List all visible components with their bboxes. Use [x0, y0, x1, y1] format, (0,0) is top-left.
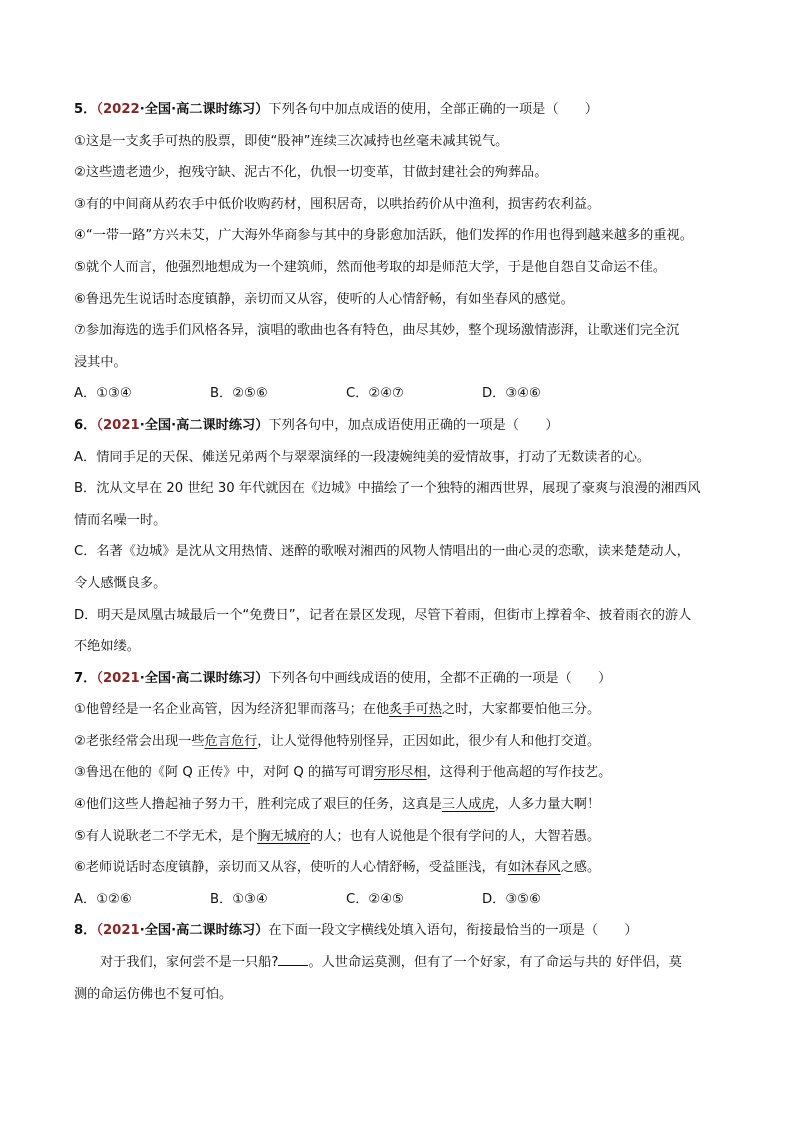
underlined-idiom: 危言危行	[204, 733, 258, 749]
source-open: （	[96, 417, 103, 433]
item-text: ②老张经常会出现一些	[74, 733, 205, 749]
question-5-item: ⑥鲁迅先生说话时态度镇静，亲切而又从容，使听的人心情舒畅，有如坐春风的感觉。	[74, 291, 574, 307]
question-5-item: ①这是一支炙手可热的股票，即使“股神”连续三次减持也丝毫未减其锐气。	[74, 133, 509, 149]
question-5-options	[74, 378, 734, 410]
source-open: （	[96, 670, 103, 686]
question-number: 5．	[74, 102, 97, 117]
question-6-option-a: A．情同手足的天保、傩送兄弟两个与翠翠演绎的一段凄婉纯美的爱情故事，打动了无数读者的心。	[74, 449, 651, 465]
source-label: ·全国·高二课时练习	[139, 923, 256, 939]
question-6-option-b: B．沈从文早在 20 世纪 30 年代就因在《边城》中描绘了一个独特的湘西世界，展现了豪爽与浪漫的湘西风	[74, 481, 701, 497]
question-7-item	[74, 757, 734, 789]
question-5-item: ⑦参加海选的选手们风格各异，演唱的歌曲也各有特色，曲尽其妙，整个现场激情澎湃，让歌迷们完全沉	[74, 323, 680, 339]
answer-blank	[278, 953, 308, 966]
question-8-header	[74, 915, 734, 947]
question-stem: 下列各句中画线成语的使用，全都不正确的一项是（ ）	[268, 670, 612, 686]
item-text: ，这得利于他高超的写作技艺。	[426, 765, 612, 781]
item-text: ④他们这些人撸起袖子努力干，胜利完成了艰巨的任务，这真是	[74, 797, 442, 813]
question-5-item: ⑤就个人而言，他强烈地想成为一个建筑师，然而他考取的却是师范大学，于是他自怨自艾命运不佳。	[74, 259, 667, 275]
question-number: 8．	[74, 923, 97, 939]
source-close: ）	[255, 670, 269, 686]
source-close: ）	[255, 102, 269, 117]
question-5-item: ③有的中间商从药农手中低价收购药材，囤积居奇，以哄抬药价从中渔利，损害药农利益。	[74, 196, 601, 212]
document-page	[74, 94, 734, 1010]
question-6-option-d-cont: 不绝如缕。	[74, 639, 140, 655]
source-year: 2022	[102, 102, 140, 117]
item-text: ③鲁迅在他的《阿 Q 正传》中，对阿 Q 的描写可谓	[74, 765, 374, 781]
item-text: ①他曾经是一名企业高管，因为经济犯罪而落马；在他	[74, 702, 390, 718]
question-stem: 下列各句中，加点成语使用正确的一项是（ ）	[268, 417, 559, 433]
question-7-item	[74, 694, 734, 726]
item-text: ，让人觉得他特别怪异，正因如此，很少有人和他打交道。	[257, 733, 601, 749]
question-5-item: ④“一带一路”方兴未艾，广大海外华商参与其中的身影愈加活跃，他们发挥的作用也得到越来越多的重视。	[74, 228, 693, 244]
underlined-idiom: 如沐春风	[507, 860, 561, 876]
source-label: ·全国·高二课时练习	[139, 102, 256, 117]
option-a: A．①③④	[74, 386, 132, 402]
source-year: 2021	[102, 670, 140, 686]
question-7-options	[74, 884, 734, 916]
option-c: C．②④⑤	[346, 891, 404, 907]
source-label: ·全国·高二课时练习	[139, 670, 256, 686]
source-open: （	[96, 923, 103, 939]
question-5-header	[74, 94, 734, 126]
source-year: 2021	[102, 923, 140, 939]
item-text: 的人；也有人说他是个很有学问的人，大智若愚。	[310, 828, 601, 844]
question-number: 7．	[74, 670, 97, 686]
question-7-item	[74, 789, 734, 821]
paragraph-text: 。人世命运莫测，但有了一个好家，有了命运与共的 好伴侣，莫	[308, 955, 682, 971]
question-6-header	[74, 410, 734, 442]
question-7-item	[74, 852, 734, 884]
option-d: D．③⑤⑥	[482, 891, 541, 907]
option-c: C．②④⑦	[346, 386, 404, 402]
option-b: B．①③④	[210, 891, 268, 907]
question-6-option-c: C．名著《边城》是沈从文用热情、迷醉的歌喉对湘西的风物人情唱出的一曲心灵的恋歌，读来楚楚动人，	[74, 544, 690, 560]
source-label: ·全国·高二课时练习	[139, 417, 256, 433]
source-close: ）	[255, 417, 269, 433]
paragraph-text: 对于我们，家何尝不是一只船?	[100, 955, 279, 971]
question-5-item: ②这些遗老遗少，抱残守缺、泥古不化，仇恨一切变革，甘做封建社会的殉葬品。	[74, 165, 548, 181]
question-6-option-c-cont: 令人感慨良多。	[74, 575, 167, 591]
source-open: （	[96, 102, 103, 117]
option-d: D．③④⑥	[482, 386, 541, 402]
question-8-paragraph-cont: 测的命运仿佛也不复可怕。	[74, 986, 233, 1002]
question-stem: 在下面一段文字横线处填入语句，衔接最恰当的一项是（ ）	[268, 923, 638, 939]
underlined-idiom: 穷形尽相	[373, 765, 427, 781]
question-8-paragraph	[74, 947, 734, 979]
item-text: ，人多力量大啊！	[494, 797, 601, 813]
option-b: B．②⑤⑥	[210, 386, 268, 402]
item-text: 之感。	[560, 860, 601, 876]
underlined-idiom: 三人成虎	[441, 797, 495, 813]
question-number: 6．	[74, 417, 97, 433]
question-7-item	[74, 821, 734, 853]
source-close: ）	[255, 923, 269, 939]
item-text: ⑥老师说话时态度镇静，亲切而又从容，使听的人心情舒畅，受益匪浅，有	[74, 860, 508, 876]
item-text: ⑤有人说耿老二不学无术，是个	[74, 828, 258, 844]
question-stem: 下列各句中加点成语的使用，全部正确的一项是（ ）	[268, 102, 599, 117]
question-7-header	[74, 663, 734, 695]
question-6-option-d: D．明天是凤凰古城最后一个“免费日”，记者在景区发现，尽管下着雨，但街市上撑着伞、披着雨衣的游人	[74, 607, 692, 623]
question-6-option-b-cont: 情而名噪一时。	[74, 512, 167, 528]
underlined-idiom: 炙手可热	[389, 702, 442, 718]
item-text: 之时，大家都要怕他三分。	[441, 702, 601, 718]
underlined-idiom: 胸无城府	[257, 828, 311, 844]
source-year: 2021	[102, 417, 140, 433]
question-7-item	[74, 726, 734, 758]
option-a: A．①②⑥	[74, 891, 132, 907]
question-5-item: 浸其中。	[74, 354, 127, 370]
